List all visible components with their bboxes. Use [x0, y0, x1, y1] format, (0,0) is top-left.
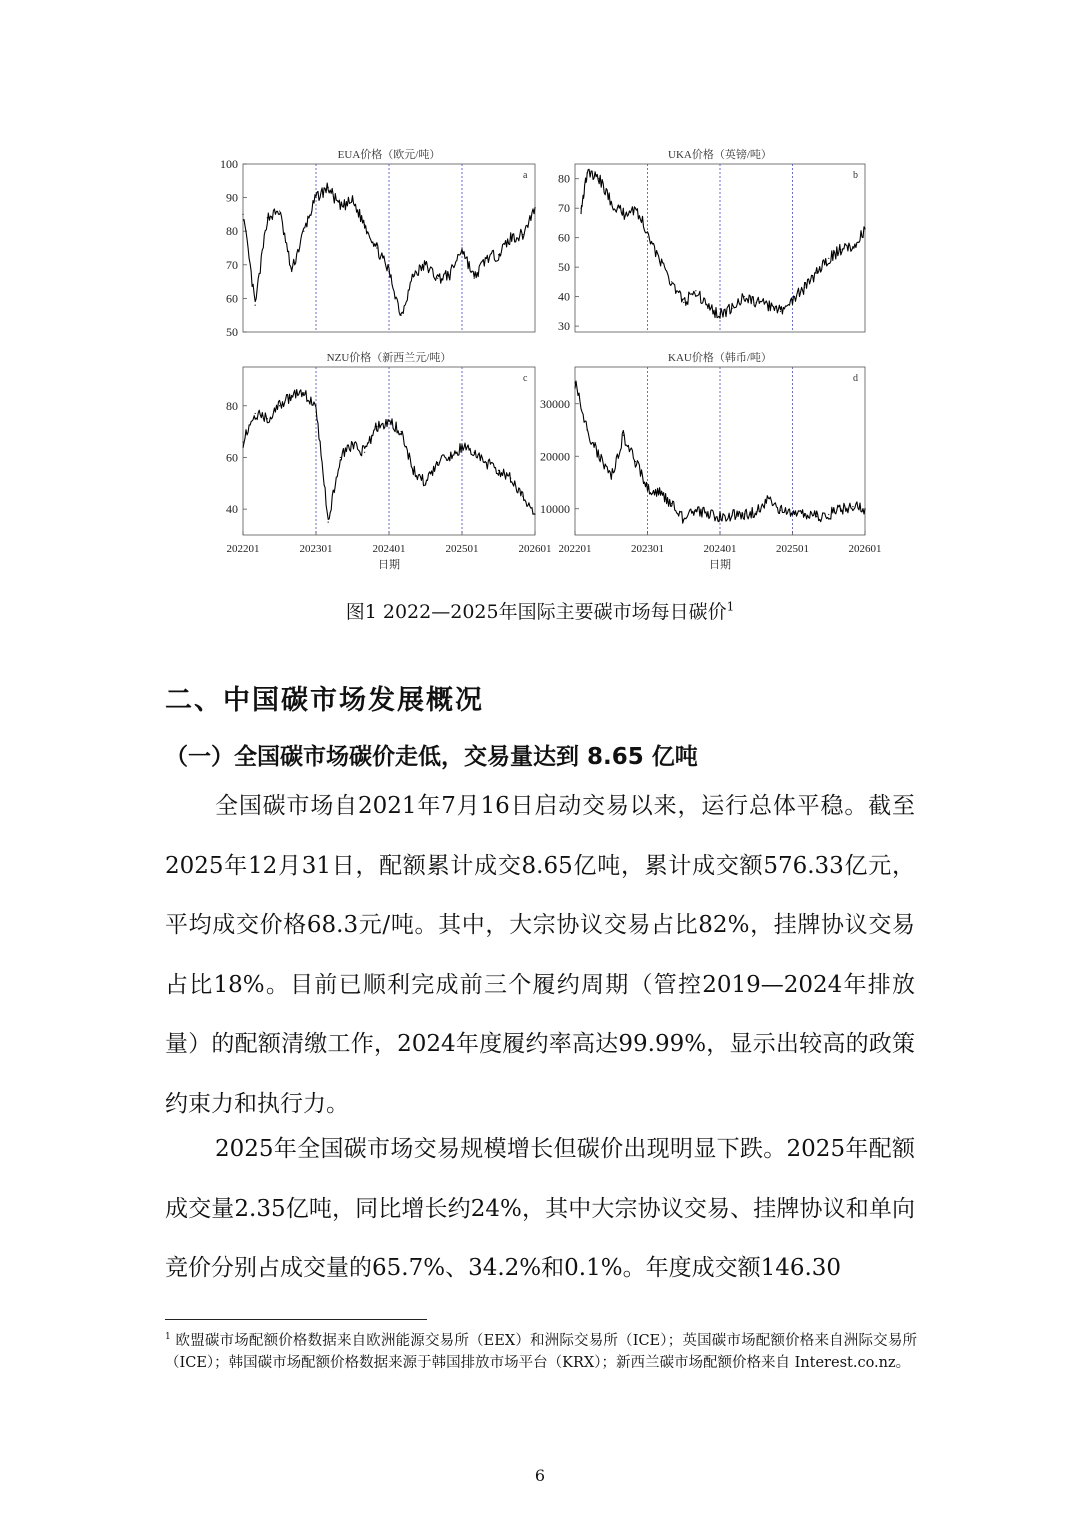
ytick-label-a: 100: [220, 157, 238, 171]
data-point-d: [731, 515, 732, 516]
data-point-a: [340, 207, 341, 208]
data-point-a: [449, 274, 450, 275]
data-point-b: [635, 208, 636, 209]
ytick-label-d: 20000: [540, 449, 570, 464]
data-point-c: [388, 421, 389, 422]
data-point-a: [279, 210, 280, 211]
data-point-a: [486, 257, 487, 258]
ytick-label-a: 80: [226, 224, 238, 239]
section-heading: 二、中国碳市场发展概况: [165, 685, 484, 716]
data-point-b: [780, 311, 781, 312]
ytick-label-b: 70: [558, 201, 570, 216]
data-point-c: [498, 470, 499, 471]
x-axis-label: 日期: [709, 559, 731, 571]
data-point-c: [437, 462, 438, 463]
data-point-c: [425, 483, 426, 484]
xtick-label: 202201: [226, 543, 260, 555]
data-point-b: [756, 302, 757, 303]
xtick-label: 202401: [372, 543, 406, 555]
data-point-b: [707, 308, 708, 309]
ytick-label-b: 40: [558, 289, 570, 304]
data-point-c: [449, 457, 450, 458]
data-point-b: [586, 172, 587, 173]
data-point-c: [255, 413, 256, 414]
data-point-a: [474, 278, 475, 279]
panel-title-b: UKA价格（英镑/吨）: [668, 149, 772, 161]
page-number: 6: [534, 1466, 546, 1485]
data-point-a: [498, 254, 499, 255]
panel-label-d: d: [853, 373, 858, 384]
data-point-d: [659, 492, 660, 493]
data-point-a: [522, 234, 523, 235]
subsection-heading: （一）全国碳市场碳价走低，交易量达到 8.65 亿吨: [165, 744, 698, 770]
ytick-label-c: 60: [226, 450, 238, 465]
data-point-b: [611, 202, 612, 203]
footnote: [165, 1326, 917, 1374]
data-point-b: [623, 214, 624, 215]
data-point-a: [315, 197, 316, 198]
data-point-d: [816, 516, 817, 517]
xtick-label: 202501: [776, 543, 809, 555]
data-point-d: [647, 487, 648, 488]
data-point-a: [425, 264, 426, 265]
data-point-a: [534, 207, 535, 208]
footnote-divider: [165, 1319, 427, 1320]
data-point-c: [486, 462, 487, 463]
data-point-a: [303, 231, 304, 232]
data-point-a: [352, 200, 353, 201]
figure-caption: [0, 597, 1080, 624]
data-point-c: [522, 496, 523, 497]
data-point-d: [852, 506, 853, 507]
footnote-ref: 1: [726, 599, 735, 614]
data-point-b: [792, 299, 793, 300]
panel-title-c: NZU价格（新西兰元/吨）: [326, 352, 452, 364]
data-point-c: [461, 447, 462, 448]
data-point-d: [671, 503, 672, 504]
data-point-b: [744, 296, 745, 297]
xtick-label: 202301: [299, 543, 333, 555]
data-point-c: [401, 431, 402, 432]
data-point-b: [731, 308, 732, 309]
data-point-d: [780, 510, 781, 511]
data-point-b: [719, 314, 720, 315]
data-point-c: [510, 478, 511, 479]
data-point-b: [852, 246, 853, 247]
ytick-label-a: 70: [226, 257, 238, 272]
data-point-d: [611, 477, 612, 478]
data-point-a: [401, 315, 402, 316]
data-point-b: [840, 249, 841, 250]
data-point-d: [574, 382, 575, 383]
panel-label-b: b: [853, 170, 858, 181]
data-point-d: [828, 514, 829, 515]
data-point-b: [659, 261, 660, 262]
data-point-d: [683, 519, 684, 520]
data-point-a: [267, 217, 268, 218]
data-point-a: [388, 271, 389, 272]
data-point-d: [840, 508, 841, 509]
data-point-b: [580, 208, 581, 209]
ytick-label-a: 50: [226, 325, 238, 339]
data-point-b: [671, 281, 672, 282]
data-point-c: [340, 457, 341, 458]
data-point-a: [461, 247, 462, 248]
data-point-d: [756, 511, 757, 512]
data-point-d: [623, 435, 624, 436]
panel-label-a: a: [523, 170, 528, 181]
data-point-c: [534, 514, 535, 515]
data-point-c: [328, 521, 329, 522]
data-point-d: [635, 461, 636, 462]
data-point-a: [328, 187, 329, 188]
data-point-b: [864, 228, 865, 229]
data-point-c: [242, 441, 243, 442]
ytick-label-c: 40: [226, 502, 238, 517]
data-point-a: [291, 271, 292, 272]
data-point-d: [707, 513, 708, 514]
data-point-b: [828, 258, 829, 259]
data-point-c: [352, 444, 353, 445]
data-point-b: [599, 178, 600, 179]
data-point-c: [267, 418, 268, 419]
xtick-label: 202601: [848, 543, 882, 555]
data-point-c: [291, 395, 292, 396]
data-point-c: [279, 405, 280, 406]
data-point-d: [695, 511, 696, 512]
data-point-b: [804, 287, 805, 288]
x-axis-label: 日期: [378, 559, 400, 571]
data-point-d: [719, 516, 720, 517]
data-point-d: [744, 513, 745, 514]
data-point-d: [804, 515, 805, 516]
data-point-a: [242, 214, 243, 215]
data-point-d: [864, 508, 865, 509]
xtick-label: 202201: [558, 543, 592, 555]
ytick-label-d: 30000: [540, 396, 570, 411]
paragraph-1: 全国碳市场自2021年7月16日启动交易以来，运行总体平稳。截至2025年12月31日，配额累计成交8.65亿吨，累计成交额576.33亿元，平均成交价格68.3元/吨。其中，大宗协议交易占比82%，挂牌协议交易占比18%。目前已顺利完成前三个履约周期（管控2019—2024年排放量）的配额清缴工作，2024年度履约率高达99.99%，显示出较高的政策约束力和执行力。: [165, 793, 915, 1117]
ytick-label-a: 90: [226, 190, 238, 205]
price-line-b: [581, 169, 865, 318]
data-point-b: [683, 302, 684, 303]
data-point-a: [364, 224, 365, 225]
paragraph-2: 2025年全国碳市场交易规模增长但碳价出现明显下跌。2025年配额成交量2.35亿吨，同比增长约24%，其中大宗协议交易、挂牌协议和单向竞价分别占成交量的65.7%、34.2%和0.1%。年度成交额146.30: [165, 1136, 915, 1281]
xtick-label: 202501: [445, 543, 479, 555]
data-point-c: [474, 452, 475, 453]
footnote-mark: 1: [165, 1332, 171, 1342]
data-point-d: [599, 456, 600, 457]
carbon-price-figure: [205, 138, 882, 578]
data-point-d: [586, 429, 587, 430]
panel-label-c: c: [523, 373, 528, 384]
xtick-label: 202601: [518, 543, 552, 555]
carbon-price-charts: [205, 138, 882, 578]
data-point-c: [315, 405, 316, 406]
ytick-label-b: 80: [558, 171, 570, 186]
ytick-label-a: 60: [226, 291, 238, 306]
data-point-b: [768, 305, 769, 306]
data-point-c: [413, 470, 414, 471]
ytick-label-b: 50: [558, 260, 570, 275]
data-point-b: [695, 290, 696, 291]
xtick-label: 202301: [631, 543, 664, 555]
caption-text: 图1 2022—2025年国际主要碳市场每日碳价: [345, 601, 727, 623]
data-point-c: [303, 392, 304, 393]
data-point-c: [364, 452, 365, 453]
ytick-label-b: 60: [558, 230, 570, 245]
data-point-a: [255, 305, 256, 306]
data-point-a: [376, 247, 377, 248]
data-point-c: [376, 426, 377, 427]
panel-title-a: EUA价格（欧元/吨）: [337, 149, 441, 161]
data-point-b: [816, 272, 817, 273]
data-point-b: [647, 231, 648, 232]
footnote-text: 欧盟碳市场配额价格数据来自欧洲能源交易所（EEX）和洲际交易所（ICE）；英国碳市场配额价格来自洲际交易所（ICE）；韩国碳市场配额价格数据来源于韩国排放市场平台（KRX）；新西兰碳市场配额价格来自 Interest.co.nz。: [165, 1332, 918, 1371]
xtick-label: 202401: [703, 543, 737, 555]
ytick-label-d: 10000: [540, 501, 570, 516]
data-point-a: [413, 274, 414, 275]
ytick-label-b: 30: [558, 319, 570, 334]
ytick-label-c: 80: [226, 398, 238, 413]
panel-title-d: KAU价格（韩币/吨）: [668, 352, 772, 364]
data-point-a: [510, 237, 511, 238]
data-point-a: [437, 278, 438, 279]
data-point-d: [792, 513, 793, 514]
data-point-d: [768, 498, 769, 499]
